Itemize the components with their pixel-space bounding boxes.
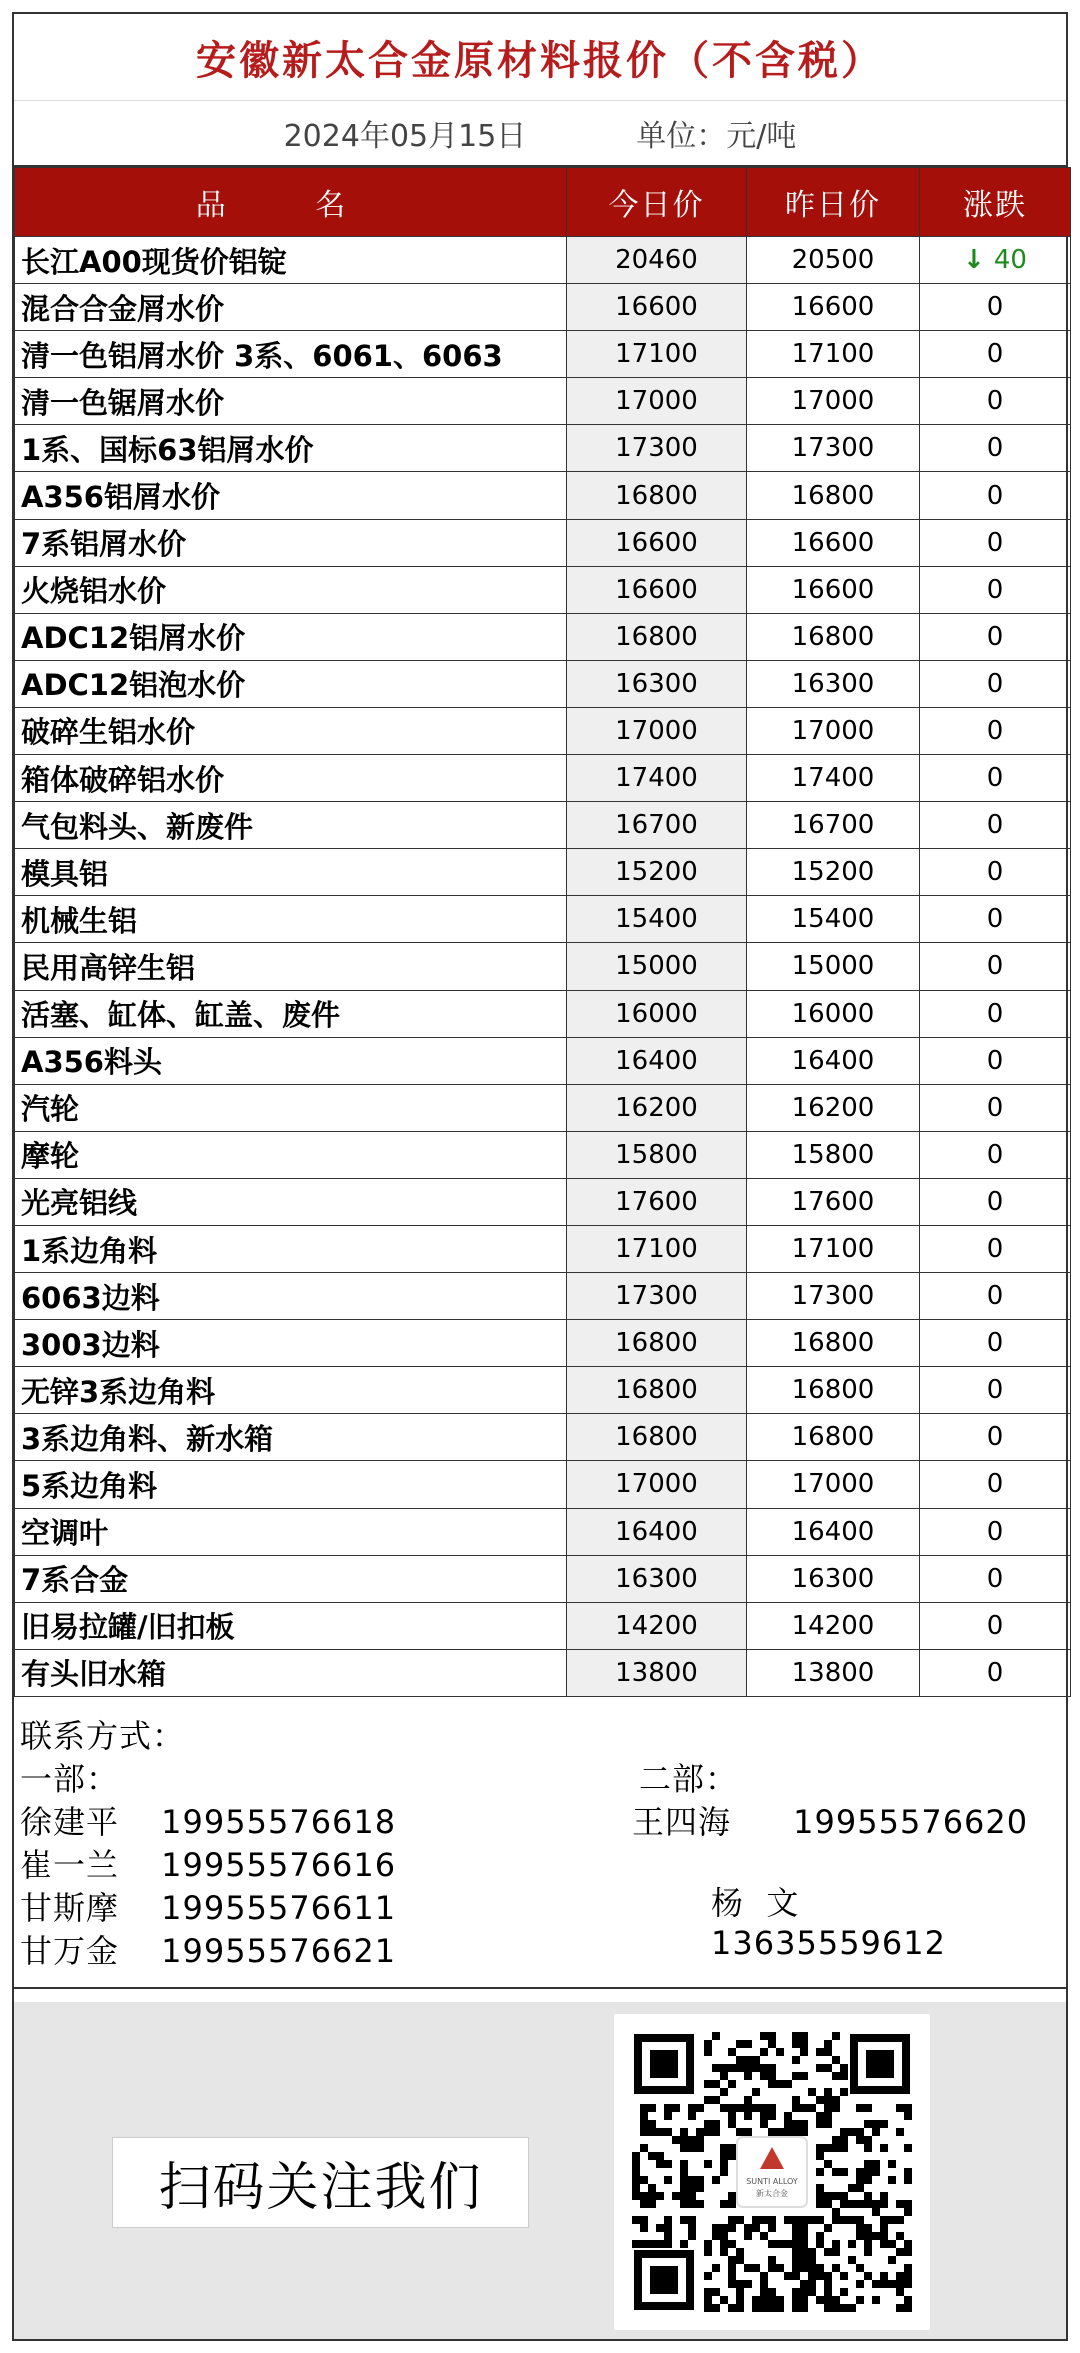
change-value: 40 — [993, 245, 1027, 276]
dept2-label: 二部： — [639, 1759, 739, 1798]
today-price-cell: 17300 — [567, 1273, 747, 1320]
price-sheet — [12, 12, 1068, 2341]
yesterday-price-cell: 15000 — [747, 943, 920, 990]
today-price-cell: 16800 — [567, 1414, 747, 1461]
yesterday-price-cell: 16800 — [747, 1367, 920, 1414]
yesterday-price-cell: 16000 — [747, 990, 920, 1037]
table-row — [15, 1273, 1071, 1320]
footer-section — [14, 2002, 1066, 2339]
today-price-cell: 13800 — [567, 1649, 747, 1696]
change-cell — [920, 1320, 1071, 1367]
change-cell — [920, 1649, 1071, 1696]
item-name-cell: ADC12铝泡水价 — [15, 660, 567, 707]
item-name-cell: 摩轮 — [15, 1131, 567, 1178]
item-name-cell: A356料头 — [15, 1037, 567, 1084]
item-name-cell: ADC12铝屑水价 — [15, 613, 567, 660]
change-cell — [920, 943, 1071, 990]
change-cell — [920, 1084, 1071, 1131]
item-name-cell: 混合合金屑水价 — [15, 284, 567, 331]
contact-phone: 19955576621 — [161, 1931, 397, 1970]
change-value: 0 — [986, 1281, 1004, 1312]
today-price-cell: 16400 — [567, 1508, 747, 1555]
item-name-cell: 旧易拉罐/旧扣板 — [15, 1602, 567, 1649]
yesterday-price-cell: 17000 — [747, 707, 920, 754]
change-cell — [920, 1367, 1071, 1414]
contact-entry — [20, 1840, 396, 1886]
item-name-cell: 清一色锯屑水价 — [15, 378, 567, 425]
change-value: 0 — [986, 998, 1004, 1029]
yesterday-price-cell: 16800 — [747, 472, 920, 519]
item-name-cell: 7系合金 — [15, 1555, 567, 1602]
today-price-cell: 17100 — [567, 1225, 747, 1272]
item-name-cell: 1系、国标63铝屑水价 — [15, 425, 567, 472]
change-value: 0 — [986, 951, 1004, 982]
change-value: 0 — [986, 480, 1004, 511]
table-row — [15, 1320, 1071, 1367]
change-cell — [920, 519, 1071, 566]
change-cell — [920, 1273, 1071, 1320]
change-value: 0 — [986, 857, 1004, 888]
date-label: 2024年05月15日 — [283, 119, 527, 154]
yesterday-price-cell: 17000 — [747, 378, 920, 425]
change-cell — [920, 284, 1071, 331]
change-cell — [920, 1555, 1071, 1602]
qr-code-image[interactable] — [614, 2014, 930, 2330]
today-price-cell: 17400 — [567, 755, 747, 802]
change-value: 0 — [986, 904, 1004, 935]
change-value: 0 — [986, 527, 1004, 558]
contact-entry — [632, 1797, 1028, 1843]
today-price-cell: 17300 — [567, 425, 747, 472]
today-price-cell: 16300 — [567, 660, 747, 707]
today-price-cell: 20460 — [567, 237, 747, 284]
qr-logo-text: SUNTI ALLOY — [746, 2177, 798, 2186]
today-price-cell: 16300 — [567, 1555, 747, 1602]
change-value: 0 — [986, 1092, 1004, 1123]
contact-name: 崔一兰 — [20, 1845, 120, 1884]
change-cell — [920, 990, 1071, 1037]
table-header-row — [15, 168, 1071, 237]
change-value: 0 — [986, 763, 1004, 794]
table-row — [15, 943, 1071, 990]
today-price-cell: 17000 — [567, 707, 747, 754]
table-row — [15, 1367, 1071, 1414]
table-row — [15, 472, 1071, 519]
change-cell — [920, 1225, 1071, 1272]
today-price-cell: 17000 — [567, 378, 747, 425]
table-row — [15, 284, 1071, 331]
yesterday-price-cell: 15200 — [747, 849, 920, 896]
change-value: 0 — [986, 292, 1004, 323]
header-name: 品 名 — [15, 168, 567, 237]
change-cell — [920, 802, 1071, 849]
item-name-cell: 民用高锌生铝 — [15, 943, 567, 990]
change-cell — [920, 849, 1071, 896]
scan-follow-label: 扫码关注我们 — [112, 2137, 529, 2228]
table-row — [15, 519, 1071, 566]
yesterday-price-cell: 17300 — [747, 425, 920, 472]
table-row — [15, 613, 1071, 660]
change-cell — [920, 1131, 1071, 1178]
change-value: 0 — [986, 339, 1004, 370]
table-row — [15, 1508, 1071, 1555]
today-price-cell: 15400 — [567, 896, 747, 943]
table-row — [15, 1414, 1071, 1461]
today-price-cell: 15800 — [567, 1131, 747, 1178]
table-row — [15, 1131, 1071, 1178]
change-cell — [920, 1508, 1071, 1555]
item-name-cell: 有头旧水箱 — [15, 1649, 567, 1696]
arrow-down-icon: ↓ — [963, 245, 994, 276]
today-price-cell: 17100 — [567, 331, 747, 378]
today-price-cell: 14200 — [567, 1602, 747, 1649]
item-name-cell: 模具铝 — [15, 849, 567, 896]
today-price-cell: 16600 — [567, 284, 747, 331]
today-price-cell: 16800 — [567, 613, 747, 660]
table-row — [15, 755, 1071, 802]
change-value: 0 — [986, 574, 1004, 605]
contact-entry — [644, 1840, 946, 2000]
contacts-section — [14, 1697, 1066, 1989]
change-cell — [920, 1414, 1071, 1461]
item-name-cell: 火烧铝水价 — [15, 566, 567, 613]
table-row — [15, 331, 1071, 378]
change-value: 0 — [986, 1563, 1004, 1594]
item-name-cell: 6063边料 — [15, 1273, 567, 1320]
yesterday-price-cell: 16400 — [747, 1037, 920, 1084]
change-cell — [920, 1178, 1071, 1225]
contact-entry — [20, 1883, 396, 1929]
table-row — [15, 1602, 1071, 1649]
change-value: 0 — [986, 1422, 1004, 1453]
contact-name: 甘万金 — [20, 1931, 120, 1970]
item-name-cell: 1系边角料 — [15, 1225, 567, 1272]
yesterday-price-cell: 16800 — [747, 1320, 920, 1367]
change-value: 0 — [986, 1328, 1004, 1359]
today-price-cell: 16600 — [567, 566, 747, 613]
table-row — [15, 1225, 1071, 1272]
contact-phone: 19955576620 — [793, 1802, 1029, 1841]
header-today: 今日价 — [567, 168, 747, 237]
change-cell — [920, 331, 1071, 378]
contact-name: 王四海 — [632, 1802, 732, 1841]
contacts-heading: 联系方式： — [20, 1716, 186, 1755]
item-name-cell: 光亮铝线 — [15, 1178, 567, 1225]
yesterday-price-cell: 17000 — [747, 1461, 920, 1508]
table-row — [15, 1084, 1071, 1131]
change-value: 0 — [986, 621, 1004, 652]
change-cell — [920, 472, 1071, 519]
change-value: 0 — [986, 1657, 1004, 1688]
table-row — [15, 802, 1071, 849]
contact-entry — [20, 1797, 396, 1843]
item-name-cell: 3系边角料、新水箱 — [15, 1414, 567, 1461]
yesterday-price-cell: 17600 — [747, 1178, 920, 1225]
table-row — [15, 425, 1071, 472]
item-name-cell: 清一色铝屑水价 3系、6061、6063 — [15, 331, 567, 378]
yesterday-price-cell: 16600 — [747, 284, 920, 331]
contact-name: 徐建平 — [20, 1802, 120, 1841]
item-name-cell: A356铝屑水价 — [15, 472, 567, 519]
dept1-label: 一部： — [20, 1759, 120, 1798]
today-price-cell: 17000 — [567, 1461, 747, 1508]
today-price-cell: 15000 — [567, 943, 747, 990]
change-cell — [920, 707, 1071, 754]
item-name-cell: 活塞、缸体、缸盖、废件 — [15, 990, 567, 1037]
price-table — [14, 167, 1071, 1697]
yesterday-price-cell: 16300 — [747, 660, 920, 707]
change-value: 0 — [986, 715, 1004, 746]
change-value: 0 — [986, 1234, 1004, 1265]
today-price-cell: 16800 — [567, 472, 747, 519]
change-value: 0 — [986, 668, 1004, 699]
change-cell — [920, 1037, 1071, 1084]
table-row — [15, 1555, 1071, 1602]
change-value: 0 — [986, 1469, 1004, 1500]
today-price-cell: 16200 — [567, 1084, 747, 1131]
yesterday-price-cell: 20500 — [747, 237, 920, 284]
change-value: 0 — [986, 1045, 1004, 1076]
contact-phone: 19955576611 — [161, 1888, 397, 1927]
qr-code-icon — [614, 2014, 930, 2330]
page-title: 安徽新太合金原材料报价（不含税） — [14, 14, 1066, 101]
table-row — [15, 896, 1071, 943]
today-price-cell: 16600 — [567, 519, 747, 566]
today-price-cell: 15200 — [567, 849, 747, 896]
today-price-cell: 16700 — [567, 802, 747, 849]
change-value: 0 — [986, 1186, 1004, 1217]
table-row — [15, 237, 1071, 284]
item-name-cell: 3003边料 — [15, 1320, 567, 1367]
yesterday-price-cell: 17100 — [747, 1225, 920, 1272]
yesterday-price-cell: 13800 — [747, 1649, 920, 1696]
change-cell — [920, 237, 1071, 284]
today-price-cell: 16400 — [567, 1037, 747, 1084]
table-row — [15, 1649, 1071, 1696]
unit-label: 单位：元/吨 — [636, 119, 797, 154]
yesterday-price-cell: 17300 — [747, 1273, 920, 1320]
contact-phone: 13635559612 — [711, 1923, 946, 1962]
table-row — [15, 707, 1071, 754]
yesterday-price-cell: 16600 — [747, 566, 920, 613]
change-value: 0 — [986, 1139, 1004, 1170]
contact-name: 杨 文 — [711, 1883, 800, 1922]
contact-phone: 19955576616 — [161, 1845, 397, 1884]
yesterday-price-cell: 16300 — [747, 1555, 920, 1602]
table-row — [15, 378, 1071, 425]
table-row — [15, 1037, 1071, 1084]
table-row — [15, 660, 1071, 707]
table-row — [15, 566, 1071, 613]
table-row — [15, 1461, 1071, 1508]
table-body — [15, 237, 1071, 1697]
contact-phone: 19955576618 — [161, 1802, 397, 1841]
yesterday-price-cell: 17400 — [747, 755, 920, 802]
change-cell — [920, 566, 1071, 613]
table-row — [15, 990, 1071, 1037]
item-name-cell: 无锌3系边角料 — [15, 1367, 567, 1414]
contact-name: 甘斯摩 — [20, 1888, 120, 1927]
yesterday-price-cell: 16700 — [747, 802, 920, 849]
yesterday-price-cell: 15400 — [747, 896, 920, 943]
change-cell — [920, 755, 1071, 802]
item-name-cell: 箱体破碎铝水价 — [15, 755, 567, 802]
subtitle — [14, 101, 1066, 167]
yesterday-price-cell: 16600 — [747, 519, 920, 566]
today-price-cell: 16000 — [567, 990, 747, 1037]
header-yesterday: 昨日价 — [747, 168, 920, 237]
yesterday-price-cell: 16200 — [747, 1084, 920, 1131]
table-row — [15, 849, 1071, 896]
change-value: 0 — [986, 1610, 1004, 1641]
qr-logo-sub: 新太合金 — [756, 2189, 788, 2198]
item-name-cell: 5系边角料 — [15, 1461, 567, 1508]
today-price-cell: 16800 — [567, 1320, 747, 1367]
item-name-cell: 7系铝屑水价 — [15, 519, 567, 566]
yesterday-price-cell: 16800 — [747, 613, 920, 660]
item-name-cell: 汽轮 — [15, 1084, 567, 1131]
change-cell — [920, 1602, 1071, 1649]
item-name-cell: 空调叶 — [15, 1508, 567, 1555]
item-name-cell: 机械生铝 — [15, 896, 567, 943]
yesterday-price-cell: 15800 — [747, 1131, 920, 1178]
change-cell — [920, 378, 1071, 425]
table-row — [15, 1178, 1071, 1225]
item-name-cell: 长江A00现货价铝锭 — [15, 237, 567, 284]
yesterday-price-cell: 16800 — [747, 1414, 920, 1461]
item-name-cell: 破碎生铝水价 — [15, 707, 567, 754]
change-value: 0 — [986, 386, 1004, 417]
change-cell — [920, 1461, 1071, 1508]
item-name-cell: 气包料头、新废件 — [15, 802, 567, 849]
change-cell — [920, 660, 1071, 707]
change-value: 0 — [986, 1516, 1004, 1547]
yesterday-price-cell: 16400 — [747, 1508, 920, 1555]
change-cell — [920, 425, 1071, 472]
change-value: 0 — [986, 433, 1004, 464]
change-value: 0 — [986, 810, 1004, 841]
today-price-cell: 17600 — [567, 1178, 747, 1225]
change-cell — [920, 613, 1071, 660]
change-cell — [920, 896, 1071, 943]
contact-entry — [20, 1926, 396, 1972]
change-value: 0 — [986, 1375, 1004, 1406]
yesterday-price-cell: 14200 — [747, 1602, 920, 1649]
header-change: 涨跌 — [920, 168, 1071, 237]
yesterday-price-cell: 17100 — [747, 331, 920, 378]
today-price-cell: 16800 — [567, 1367, 747, 1414]
